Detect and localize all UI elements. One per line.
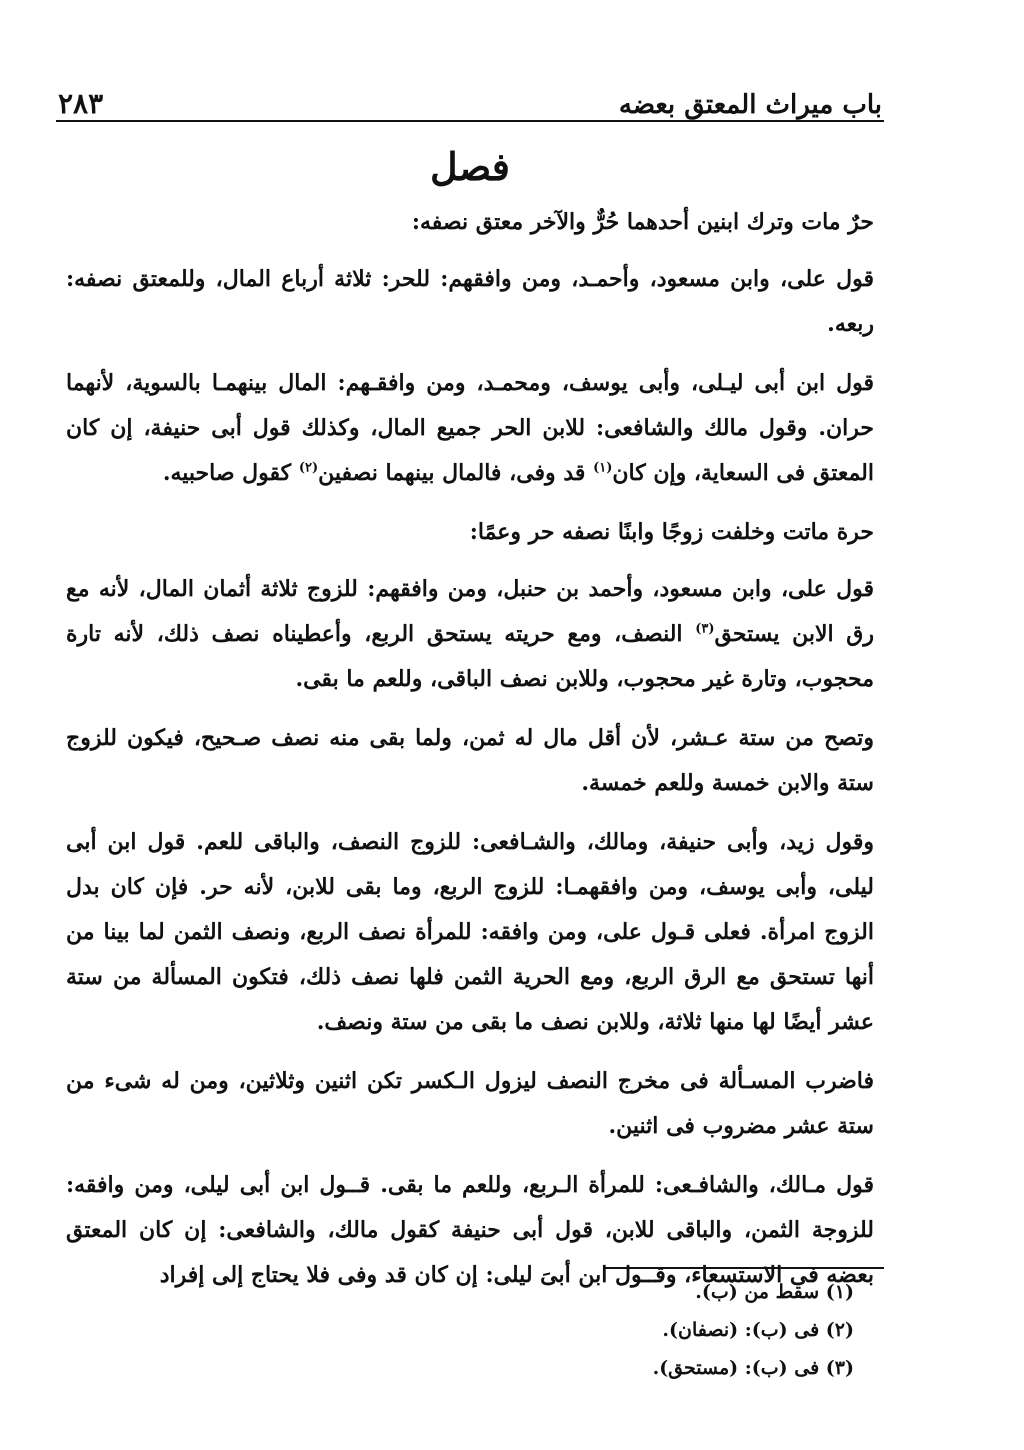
footnote-marker-2[interactable]: (٢) bbox=[298, 460, 319, 476]
paragraph-multiply-32: فاضرب المسـألة فى مخرج النصف ليزول الـكسر تكن اثنين وثلاثين، ومن له شىء من ستة عشر مضروب فى اثنين. bbox=[66, 1067, 874, 1139]
footnotes bbox=[254, 1273, 854, 1387]
running-header bbox=[58, 78, 882, 120]
paragraph-zayd-opinion: وقول زيد، وأبى حنيفة، ومالك، والشـافعى: للزوج النصف، والباقى للعم. قول ابن أبى ليلى، وأبى يوسف، ومن وافقهمـا: للزوج الربع، وما بقى للابن، لأنه حر. فإن كان بدل الزوج امرأة. فعلى قـول على، ومن وافقه: للمرأة نصف الربع، ونصف الثمن لما بينا من أنها تستحق مع الرق الربع، ومع الحرية الثمن فلها نصف ذلك، فتكون المسألة من ستة عشر أيضًا لها منها ثلاثة، وللابن نصف ما بقى من ستة ونصف. bbox=[66, 828, 874, 1035]
case-statement-2: حرة ماتت وخلفت زوجًا وابنًا نصفه حر وعمًا: bbox=[469, 518, 874, 545]
paragraph-text: النصف، ومع حريته يستحق الربع، وأعطيناه نصف ذلك، لأنه تارة محجوب، وتارة غير محجوب، وللابن نصف الباقى، وللعم ما بقى. bbox=[66, 620, 874, 692]
footnote-marker-3[interactable]: (٣) bbox=[695, 621, 715, 637]
section-heading: فصل bbox=[430, 144, 510, 189]
footnote-marker-1[interactable]: (١) bbox=[593, 460, 613, 476]
paragraph-ibn-abi-layla-opinion-1 bbox=[66, 361, 874, 496]
footnote-3: (٣) فى (ب): (مستحق). bbox=[652, 1357, 854, 1379]
main-text bbox=[66, 136, 874, 1312]
paragraph-text: قول على، وابن مسعود، وأحمد بن حنبل، ومن وافقهم: للزوج ثلاثة أثمان المال، لأنه مع رق الابن يستحق bbox=[66, 575, 874, 647]
footnote-2: (٢) فى (ب): (نصفان). bbox=[662, 1319, 854, 1341]
header-rule bbox=[56, 120, 884, 122]
paragraph-calculation-16: وتصح من ستة عـشر، لأن أقل مال له ثمن، ولما بقى منه نصف صـحيح، فيكون للزوج ستة والابن خمسة وللعم خمسة. bbox=[66, 724, 874, 796]
paragraph-ali-opinion-2 bbox=[66, 567, 874, 702]
paragraph-text: قول ابن أبى ليـلى، وأبى يوسف، ومحمـد، ومن وافقـهم: المال بينهمـا بالسوية، لأنهما حران. وقول مالك والشافعى: للابن الحر جميع المال، وكذلك قول أبى حنيفة، إن كان المعتق فى السعاية، وإن كان bbox=[66, 369, 874, 486]
footnote-rule bbox=[604, 1267, 884, 1269]
footnote-1: (١) سقط من (ب). bbox=[695, 1281, 854, 1303]
paragraph-text: قد وفى، فالمال بينهما نصفين bbox=[318, 459, 594, 486]
case-statement-1: حرٌ مات وترك ابنين أحدهما حُرٌّ والآخر معتق نصفه: bbox=[411, 208, 874, 235]
paragraph-text: كقول صاحبيه. bbox=[162, 459, 299, 486]
paragraph-ali-opinion-1: قول على، وابن مسعود، وأحمـد، ومن وافقهم: للحر: ثلاثة أرباع المال، وللمعتق نصفه: ربعه. bbox=[66, 265, 874, 337]
page-number: ٢٨٣ bbox=[58, 87, 104, 120]
paragraph-malik-opinion: قول مـالك، والشافـعى: للمرأة الـربع، وللعم ما بقى. قــول ابن أبى ليلى، ومن وافقه: للزوجة الثمن، والباقى للابن، قول أبى حنيفة كقول مالك، والشافعى: إن كان المعتق بعضه فى الاستسعاء، وقــول ابن أبىَ ليلى: إن كان قد وفى فلا يحتاج إلى إفراد bbox=[66, 1171, 874, 1288]
chapter-title: باب ميراث المعتق بعضه bbox=[618, 90, 882, 120]
